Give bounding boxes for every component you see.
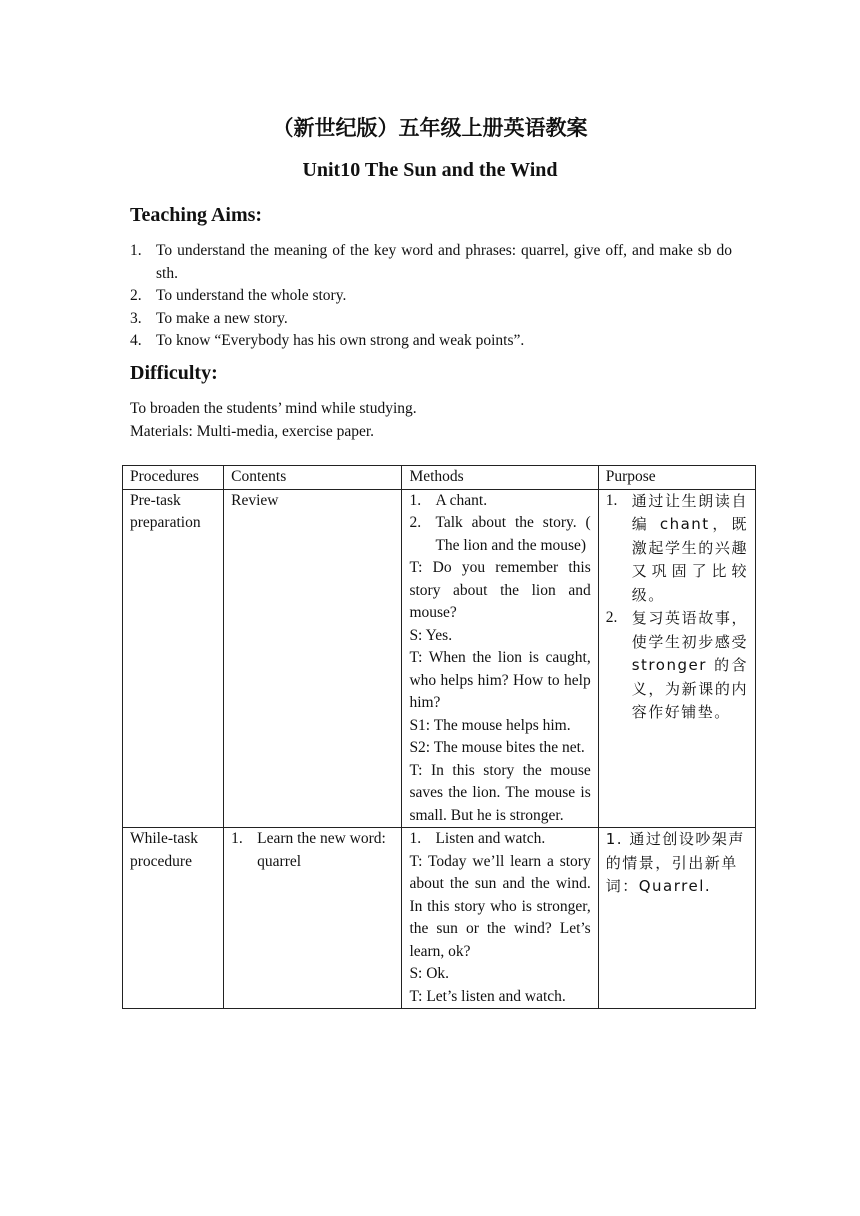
- dialogue-line: T: Let’s listen and watch.: [409, 987, 566, 1005]
- dialogue-line: T: Today we’ll learn a story about the sun and the wind. In this story who is stronger, the sun or the wind? Let’s learn, ok?: [409, 852, 591, 960]
- list-item: 2. 复习英语故事，使学生初步感受 stronger 的含义，为新课的内容作好铺垫。: [605, 609, 748, 721]
- list-item: 1. 通过让生朗读自编 chant，既激起学生的兴趣又巩固了比较级。: [605, 491, 748, 604]
- methods-cell: [402, 828, 598, 1009]
- table-row: [123, 489, 756, 828]
- materials-text: Materials: Multi-media, exercise paper.: [130, 423, 375, 440]
- difficulty-heading: Difficulty:: [130, 362, 218, 384]
- header-procedures: Procedures: [123, 466, 224, 490]
- dialogue-line: S1: The mouse helps him.: [409, 716, 571, 734]
- table-header-row: [123, 466, 756, 490]
- list-item: 4. To know “Everybody has his own strong and weak points”.: [130, 332, 525, 349]
- list-item: 2. To understand the whole story.: [130, 287, 347, 304]
- contents-cell: Review: [224, 489, 402, 828]
- procedure-cell: While-task procedure: [123, 828, 224, 1009]
- dialogue-line: S2: The mouse bites the net.: [409, 739, 585, 756]
- teaching-aims-heading: Teaching Aims:: [130, 204, 263, 226]
- purpose-cell: 1. 通过创设吵架声的情景，引出新单词：Quarrel.: [598, 828, 755, 1009]
- dialogue-line: T: In this story the mouse saves the lion. The mouse is small. But he is stronger.: [409, 761, 591, 824]
- teaching-aims-list: [130, 240, 732, 353]
- dialogue-line: T: When the lion is caught, who helps him? How to help him?: [409, 649, 591, 711]
- methods-cell: [402, 489, 598, 828]
- dialogue-line: S: Yes.: [409, 626, 453, 644]
- header-contents: Contents: [224, 466, 402, 490]
- list-item: 3. To make a new story.: [130, 309, 288, 327]
- list-item: 1. A chant.: [409, 491, 488, 509]
- procedure-cell: Pre-task preparation: [123, 489, 224, 828]
- lesson-plan-table: [122, 465, 756, 1009]
- contents-cell: [224, 828, 402, 1009]
- purpose-cell: [598, 489, 755, 828]
- document-title: （新世纪版）五年级上册英语教案: [272, 116, 588, 140]
- unit-title: Unit10 The Sun and the Wind: [302, 159, 558, 181]
- difficulty-text: To broaden the students’ mind while studying.: [130, 400, 417, 417]
- dialogue-line: S: Ok.: [409, 965, 450, 982]
- list-item: 1. Learn the new word: quarrel: [231, 830, 386, 870]
- table-row: [123, 828, 756, 1009]
- dialogue-line: T: Do you remember this story about the lion and mouse?: [409, 559, 591, 621]
- list-item: 1. To understand the meaning of the key word and phrases: quarrel, give off, and make sb do sth.: [130, 242, 732, 282]
- header-purpose: Purpose: [598, 466, 755, 490]
- list-item: 2. Talk about the story. ( The lion and the mouse): [409, 514, 591, 554]
- list-item: 1. Listen and watch.: [409, 830, 546, 847]
- header-methods: Methods: [402, 466, 598, 490]
